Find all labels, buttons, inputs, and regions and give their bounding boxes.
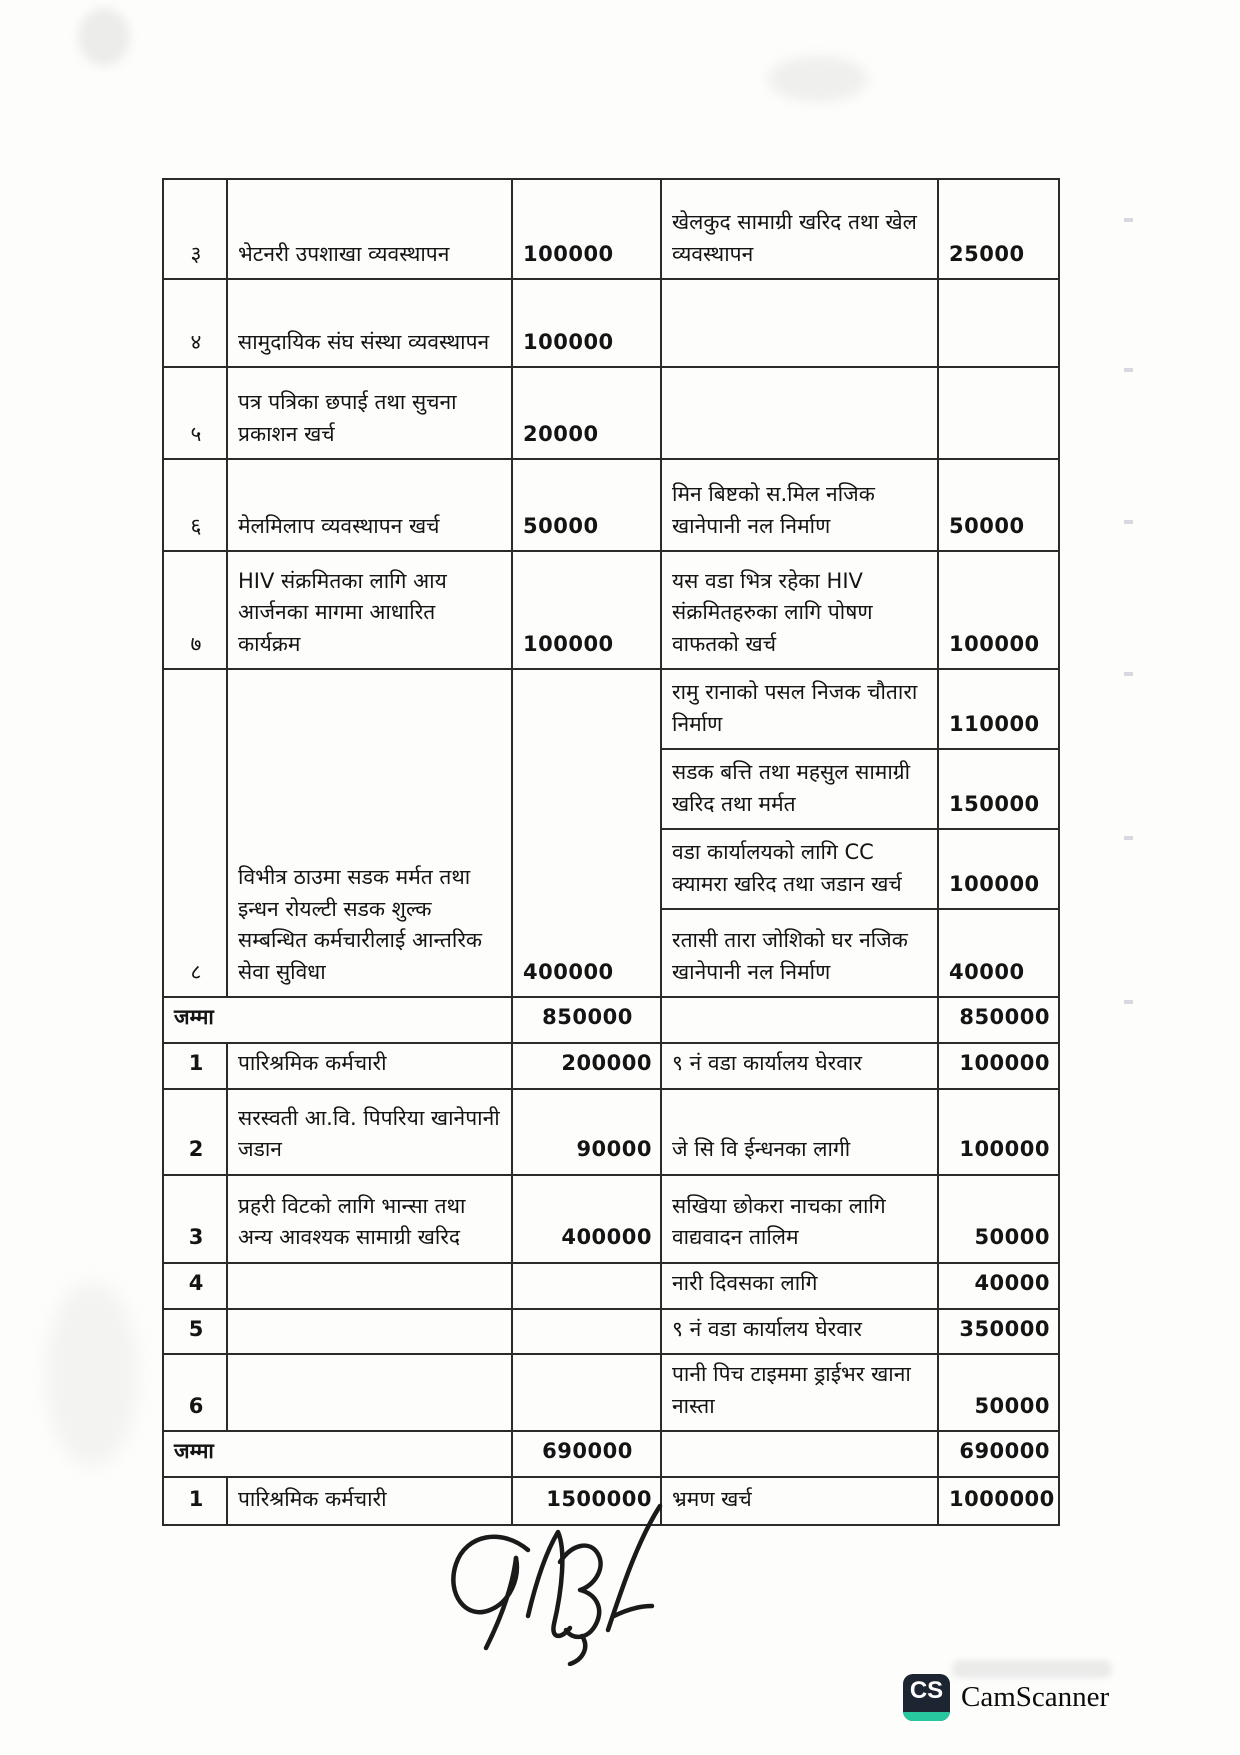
scan-artifact-dash: [1124, 368, 1133, 372]
serial-cell: 3: [163, 1175, 227, 1263]
program-cell: विभीत्र ठाउमा सडक मर्मत तथा इन्धन रोयल्टी सडक शुल्क सम्बन्धित कर्मचारीलाई आन्तरिक सेवा सुविधा: [227, 669, 512, 997]
serial-cell: ३: [163, 179, 227, 279]
amount-cell: 100000: [512, 179, 661, 279]
table-row: [163, 1263, 1059, 1309]
activity-cell: खेलकुद सामाग्री खरिद तथा खेल व्यवस्थापन: [661, 179, 938, 279]
activity-cell: रतासी तारा जोशिको घर नजिक खानेपानी नल निर्माण: [661, 909, 938, 997]
table-row: [163, 1354, 1059, 1431]
amount-cell: 20000: [512, 367, 661, 459]
program-cell: पारिश्रमिक कर्मचारी: [227, 1043, 512, 1089]
amount-cell: 50000: [512, 459, 661, 551]
serial-cell: 6: [163, 1354, 227, 1431]
table-row: [163, 1309, 1059, 1355]
table-row: [163, 669, 1059, 749]
table-row: [163, 1089, 1059, 1175]
amount-cell: 100000: [512, 279, 661, 367]
total-label: जम्मा: [163, 997, 512, 1043]
serial-cell: 4: [163, 1263, 227, 1309]
activity-cell-empty: [661, 1431, 938, 1477]
activity-cell-empty: [661, 997, 938, 1043]
scan-artifact-dash: [1124, 836, 1133, 840]
total-amount-cell: 850000: [512, 997, 661, 1043]
serial-cell: 2: [163, 1089, 227, 1175]
activity-cell: पानी पिच टाइममा ड्राईभर खाना नास्ता: [661, 1354, 938, 1431]
activity-amount-cell: 25000: [938, 179, 1059, 279]
activity-amount-cell: 100000: [938, 1043, 1059, 1089]
program-cell: HIV संक्रमितका लागि आय आर्जनका मागमा आधारित कार्यक्रम: [227, 551, 512, 669]
activity-cell: नारी दिवसका लागि: [661, 1263, 938, 1309]
activity-amount-cell: 100000: [938, 829, 1059, 909]
total-amount-cell: 690000: [512, 1431, 661, 1477]
activity-cell-empty: [661, 367, 938, 459]
program-cell: मेलमिलाप व्यवस्थापन खर्च: [227, 459, 512, 551]
activity-amount-cell: 40000: [938, 909, 1059, 997]
activity-cell: वडा कार्यालयको लागि CC क्यामरा खरिद तथा जडान खर्च: [661, 829, 938, 909]
program-cell-empty: [227, 1354, 512, 1431]
activity-amount-cell: 350000: [938, 1309, 1059, 1355]
activity-cell: रामु रानाको पसल निजक चौतारा निर्माण: [661, 669, 938, 749]
amount-cell: 400000: [512, 1175, 661, 1263]
amount-cell: 90000: [512, 1089, 661, 1175]
amount-cell: 200000: [512, 1043, 661, 1089]
program-cell: पारिश्रमिक कर्मचारी: [227, 1477, 512, 1525]
camscanner-icon-strip: [903, 1712, 950, 1721]
activity-amount-cell: 100000: [938, 551, 1059, 669]
table-row: [163, 1175, 1059, 1263]
table-row: [163, 1043, 1059, 1089]
activity-amount-cell: 100000: [938, 1089, 1059, 1175]
activity-cell: ९ नं वडा कार्यालय घेरवार: [661, 1043, 938, 1089]
camscanner-icon-text: CS: [909, 1677, 944, 1704]
activity-amount-cell: 1000000: [938, 1477, 1059, 1525]
activity-amount-cell-empty: [938, 279, 1059, 367]
serial-cell: ७: [163, 551, 227, 669]
program-cell: सामुदायिक संघ संस्था व्यवस्थापन: [227, 279, 512, 367]
scan-artifact-dash: [1124, 218, 1133, 222]
handwritten-signature: [432, 1498, 682, 1666]
activity-amount-cell-empty: [938, 367, 1059, 459]
program-cell: प्रहरी विटको लागि भान्सा तथा अन्य आवश्यक सामाग्री खरिद: [227, 1175, 512, 1263]
serial-cell: ५: [163, 367, 227, 459]
camscanner-logo-icon: [903, 1674, 950, 1721]
table-row: [163, 459, 1059, 551]
program-cell: पत्र पत्रिका छपाई तथा सुचना प्रकाशन खर्च: [227, 367, 512, 459]
total-activity-amount-cell: 850000: [938, 997, 1059, 1043]
table-row: [163, 551, 1059, 669]
scan-artifact-dash: [1124, 520, 1133, 524]
activity-cell: ९ नं वडा कार्यालय घेरवार: [661, 1309, 938, 1355]
amount-cell: 100000: [512, 551, 661, 669]
activity-cell: भ्रमण खर्च: [661, 1477, 938, 1525]
activity-amount-cell: 40000: [938, 1263, 1059, 1309]
serial-cell: 5: [163, 1309, 227, 1355]
serial-cell: ४: [163, 279, 227, 367]
activity-amount-cell: 50000: [938, 1354, 1059, 1431]
camscanner-brand-name: CamScanner: [961, 1681, 1110, 1713]
budget-table: [162, 178, 1060, 1526]
scan-artifact-dash: [1124, 672, 1133, 676]
activity-cell: सडक बत्ति तथा महसुल सामाग्री खरिद तथा मर्मत: [661, 749, 938, 829]
activity-cell: मिन बिष्टको स.मिल नजिक खानेपानी नल निर्माण: [661, 459, 938, 551]
program-cell-empty: [227, 1263, 512, 1309]
table-row: [163, 367, 1059, 459]
serial-cell: 1: [163, 1477, 227, 1525]
activity-cell-empty: [661, 279, 938, 367]
scan-artifact-dash: [1124, 1000, 1133, 1004]
program-cell: भेटनरी उपशाखा व्यवस्थापन: [227, 179, 512, 279]
activity-amount-cell: 150000: [938, 749, 1059, 829]
amount-cell: 400000: [512, 669, 661, 997]
total-row: [163, 997, 1059, 1043]
serial-cell: 1: [163, 1043, 227, 1089]
activity-cell: जे सि वि ईन्धनका लागी: [661, 1089, 938, 1175]
camscanner-footer: [903, 1674, 1109, 1721]
scan-smudge: [78, 8, 130, 66]
scan-smudge: [46, 1282, 138, 1467]
serial-cell: ६: [163, 459, 227, 551]
activity-amount-cell: 50000: [938, 1175, 1059, 1263]
amount-cell: 1500000: [512, 1477, 661, 1525]
budget-table-container: [162, 178, 1058, 1526]
total-activity-amount-cell: 690000: [938, 1431, 1059, 1477]
amount-cell-empty: [512, 1354, 661, 1431]
activity-cell: यस वडा भित्र रहेका HIV संक्रमितहरुका लागि पोषण वाफतको खर्च: [661, 551, 938, 669]
amount-cell-empty: [512, 1263, 661, 1309]
program-cell-empty: [227, 1309, 512, 1355]
total-label: जम्मा: [163, 1431, 512, 1477]
activity-amount-cell: 110000: [938, 669, 1059, 749]
program-cell: सरस्वती आ.वि. पिपरिया खानेपानी जडान: [227, 1089, 512, 1175]
table-row: [163, 179, 1059, 279]
scan-smudge: [768, 56, 868, 102]
activity-amount-cell: 50000: [938, 459, 1059, 551]
activity-cell: सखिया छोकरा नाचका लागि वाद्यवादन तालिम: [661, 1175, 938, 1263]
table-row: [163, 279, 1059, 367]
total-row: [163, 1431, 1059, 1477]
amount-cell-empty: [512, 1309, 661, 1355]
serial-cell: ८: [163, 669, 227, 997]
